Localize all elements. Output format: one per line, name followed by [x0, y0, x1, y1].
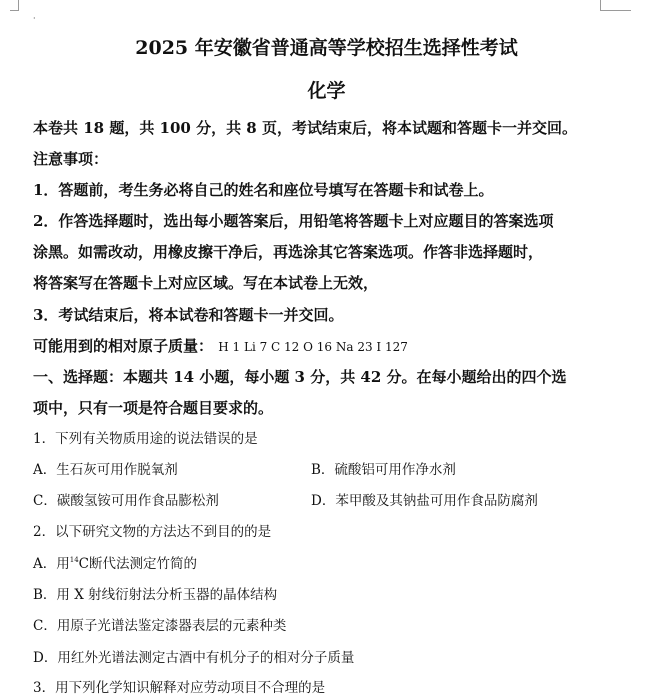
note-2-line-3: 将答案写在答题卡上对应区域。写在本试卷上无效， — [33, 274, 379, 292]
note-3: 3．考试结束后，将本试卷和答题卡一并交回。 — [33, 306, 344, 324]
note-2-line-2: 涂黑。如需改动，用橡皮擦干净后，再选涂其它答案选项。作答非选择题时， — [33, 243, 544, 261]
isotope-mass-number: 14 — [69, 556, 79, 564]
atomic-mass-values: H 1 Li 7 C 12 O 16 Na 23 I 127 — [218, 340, 408, 354]
question-2-option-a-suffix: C断代法测定竹简的 — [78, 556, 198, 572]
question-2-option-b: B．用 X 射线衍射法分析玉器的晶体结构 — [33, 587, 278, 603]
notes-heading: 注意事项： — [33, 150, 109, 168]
question-3-stem: 3．用下列化学知识解释对应劳动项目不合理的是 — [33, 680, 326, 696]
atomic-mass-label: 可能用到的相对原子质量： — [33, 337, 214, 355]
note-1: 1．答题前，考生务必将自己的姓名和座位号填写在答题卡和试卷上。 — [33, 181, 494, 199]
page-dot-mark: · — [33, 14, 36, 23]
question-2-option-a-prefix: A．用 — [33, 556, 70, 572]
atomic-mass-line — [33, 336, 408, 357]
question-1-option-d: D．苯甲酸及其钠盐可用作食品防腐剂 — [311, 493, 538, 509]
page-corner-mark-left — [10, 0, 19, 11]
section-one-heading-line-2: 项中，只有一项是符合题目要求的。 — [33, 399, 274, 417]
question-1-option-a: A．生石灰可用作脱氧剂 — [33, 462, 178, 478]
question-2-option-d: D．用红外光谱法测定古酒中有机分子的相对分子质量 — [33, 650, 355, 666]
question-1-option-b: B．硫酸铝可用作净水剂 — [311, 462, 456, 478]
question-2-option-c: C．用原子光谱法鉴定漆器表层的元素种类 — [33, 618, 287, 634]
question-2-option-a — [33, 554, 197, 574]
question-1-option-c: C．碳酸氢铵可用作食品膨松剂 — [33, 493, 219, 509]
page-corner-mark-right — [600, 0, 631, 11]
note-2-line-1: 2．作答选择题时，选出每小题答案后，用铅笔将答题卡上对应题目的答案选项 — [33, 212, 554, 230]
intro-text: 本卷共 18 题，共 100 分，共 8 页，考试结束后，将本试题和答题卡一并交回。 — [33, 119, 577, 137]
exam-title: 2025 年安徽省普通高等学校招生选择性考试 — [135, 37, 518, 59]
question-1-stem: 1．下列有关物质用途的说法错误的是 — [33, 431, 258, 447]
question-2-stem: 2．以下研究文物的方法达不到目的的是 — [33, 524, 272, 540]
section-one-heading-line-1: 一、选择题：本题共 14 小题，每小题 3 分，共 42 分。在每小题给出的四个选 — [33, 368, 567, 386]
subject-title: 化学 — [307, 80, 346, 102]
